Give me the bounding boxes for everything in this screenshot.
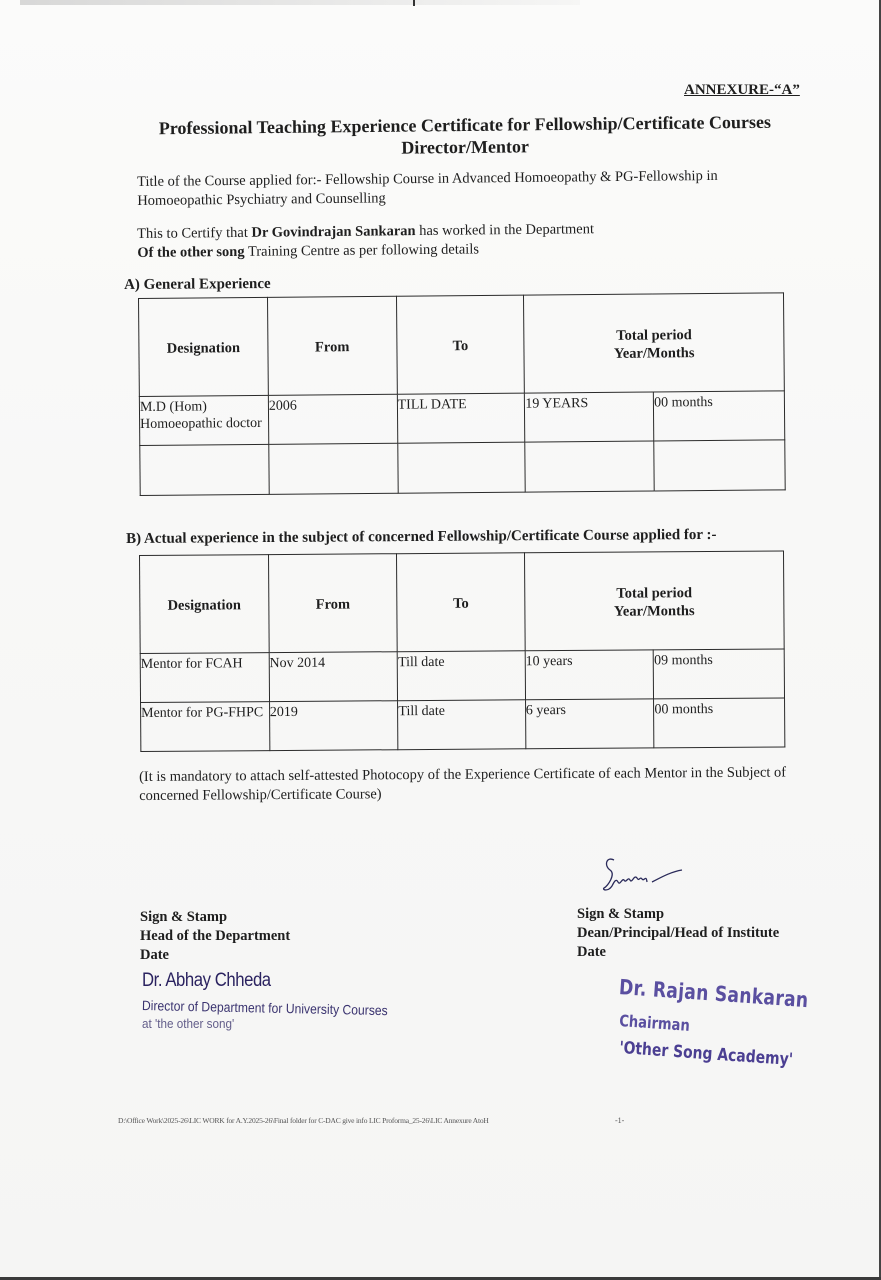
table-row	[139, 391, 784, 446]
date-label: Date	[577, 944, 606, 960]
cell-years: 10 years	[525, 650, 654, 700]
header-total-period	[524, 293, 784, 393]
cell-to: Till date	[397, 651, 525, 701]
table-header-row	[140, 551, 785, 653]
centre-name: Of the other song	[137, 243, 245, 261]
cell-designation: Mentor for FCAH	[140, 653, 269, 703]
cell-months: 09 months	[654, 649, 785, 699]
header-designation: Designation	[140, 555, 269, 654]
scan-mark	[413, 0, 415, 6]
stamp-name: Dr. Rajan Sankaran	[618, 975, 810, 1013]
header-total-line-2: Year/Months	[613, 344, 695, 362]
cell-designation: Mentor for PG-FHPC	[141, 702, 270, 752]
section-b-label: B) Actual experience in the subject of concerned Fellowship/Certificate Course applied for :-	[126, 526, 717, 547]
annexure-label: ANNEXURE-“A”	[684, 82, 800, 98]
cell-designation	[139, 395, 268, 445]
section-a-label: A) General Experience	[124, 275, 271, 293]
mandatory-note: (It is mandatory to attach self-attested Photocopy of the Experience Certificate of each Mentor in the Subject of concerned Fellowship/Certificate Course)	[139, 764, 787, 804]
hod-signature-block	[140, 908, 290, 965]
header-to: To	[397, 553, 525, 652]
header-to: To	[396, 295, 525, 394]
header-from: From	[267, 296, 397, 395]
table-row	[140, 440, 785, 496]
course-title-prefix: Title of the Course applied for:-	[137, 172, 326, 190]
hod-label: Head of the Department	[140, 928, 291, 944]
scan-edge-top	[20, 0, 580, 5]
header-total-period	[524, 551, 784, 651]
cell-years	[525, 441, 654, 492]
course-title-value: Fellowship Course in Advanced Homoeopathy & PG-Fellowship in Homoeopathic Psychiatry and Counselling	[137, 167, 718, 209]
chairman-stamp	[618, 975, 851, 1071]
cell-from: 2006	[268, 394, 397, 444]
cell-from: Nov 2014	[269, 652, 398, 702]
hod-stamp	[142, 970, 415, 1031]
title-line-2: Director/Mentor	[401, 136, 530, 158]
designation-line-2: Homoeopathic doctor	[140, 415, 262, 432]
cell-years: 6 years	[525, 699, 654, 749]
header-total-line-1: Total period	[616, 584, 693, 602]
cell-from	[269, 443, 398, 494]
cell-to: TILL DATE	[397, 393, 525, 443]
general-experience-table	[138, 292, 786, 496]
table-row	[141, 698, 785, 751]
footer-file-path: D:\Office Work\2025-26\LIC WORK for A.Y.2025-26\Final folder for C-DAC give info LIC Proforma_25-26\LIC Annexure AtoH	[118, 1116, 489, 1125]
table-row	[140, 649, 784, 702]
title-line-1: Professional Teaching Experience Certificate for Fellowship/Certificate Courses	[158, 111, 772, 139]
cell-months: 00 months	[654, 391, 785, 441]
stamp-role: Chairman	[618, 1011, 691, 1035]
dean-label: Dean/Principal/Head of Institute	[577, 925, 780, 941]
cell-months: 00 months	[654, 698, 785, 748]
document-title	[120, 110, 810, 161]
date-label: Date	[140, 947, 169, 963]
handwritten-signature-icon	[600, 852, 690, 897]
header-designation: Designation	[139, 297, 269, 396]
sign-stamp-label: Sign & Stamp	[577, 906, 665, 922]
stamp-name: Dr. Abhay Chheda	[142, 970, 271, 991]
table-header-row	[139, 293, 785, 397]
designation-line-1: M.D (Hom)	[139, 399, 207, 415]
certify-prefix: This to Certify that	[137, 224, 252, 242]
cell-to	[397, 442, 525, 493]
cell-years: 19 YEARS	[525, 392, 654, 442]
cell-to: Till date	[398, 700, 526, 750]
course-title-paragraph	[137, 166, 777, 211]
sign-stamp-label: Sign & Stamp	[140, 909, 228, 925]
stamp-org: at 'the other song'	[142, 1016, 235, 1031]
actual-experience-table	[139, 550, 785, 751]
certify-paragraph	[137, 218, 777, 263]
header-from: From	[268, 554, 397, 653]
cell-designation	[140, 444, 269, 495]
cell-months	[654, 440, 785, 491]
header-total-line-1: Total period	[616, 326, 692, 344]
certify-rest: Training Centre as per following details	[244, 241, 480, 260]
dean-signature-block	[577, 905, 779, 962]
certify-middle: has worked in the Department	[415, 221, 595, 240]
stamp-role: Director of Department for University Courses	[141, 998, 388, 1019]
mentor-name: Dr Govindrajan Sankaran	[251, 223, 416, 241]
header-total-line-2: Year/Months	[613, 602, 695, 620]
stamp-org: 'Other Song Academy'	[618, 1038, 794, 1071]
page-number: -1-	[615, 1116, 625, 1125]
cell-from: 2019	[269, 701, 398, 751]
